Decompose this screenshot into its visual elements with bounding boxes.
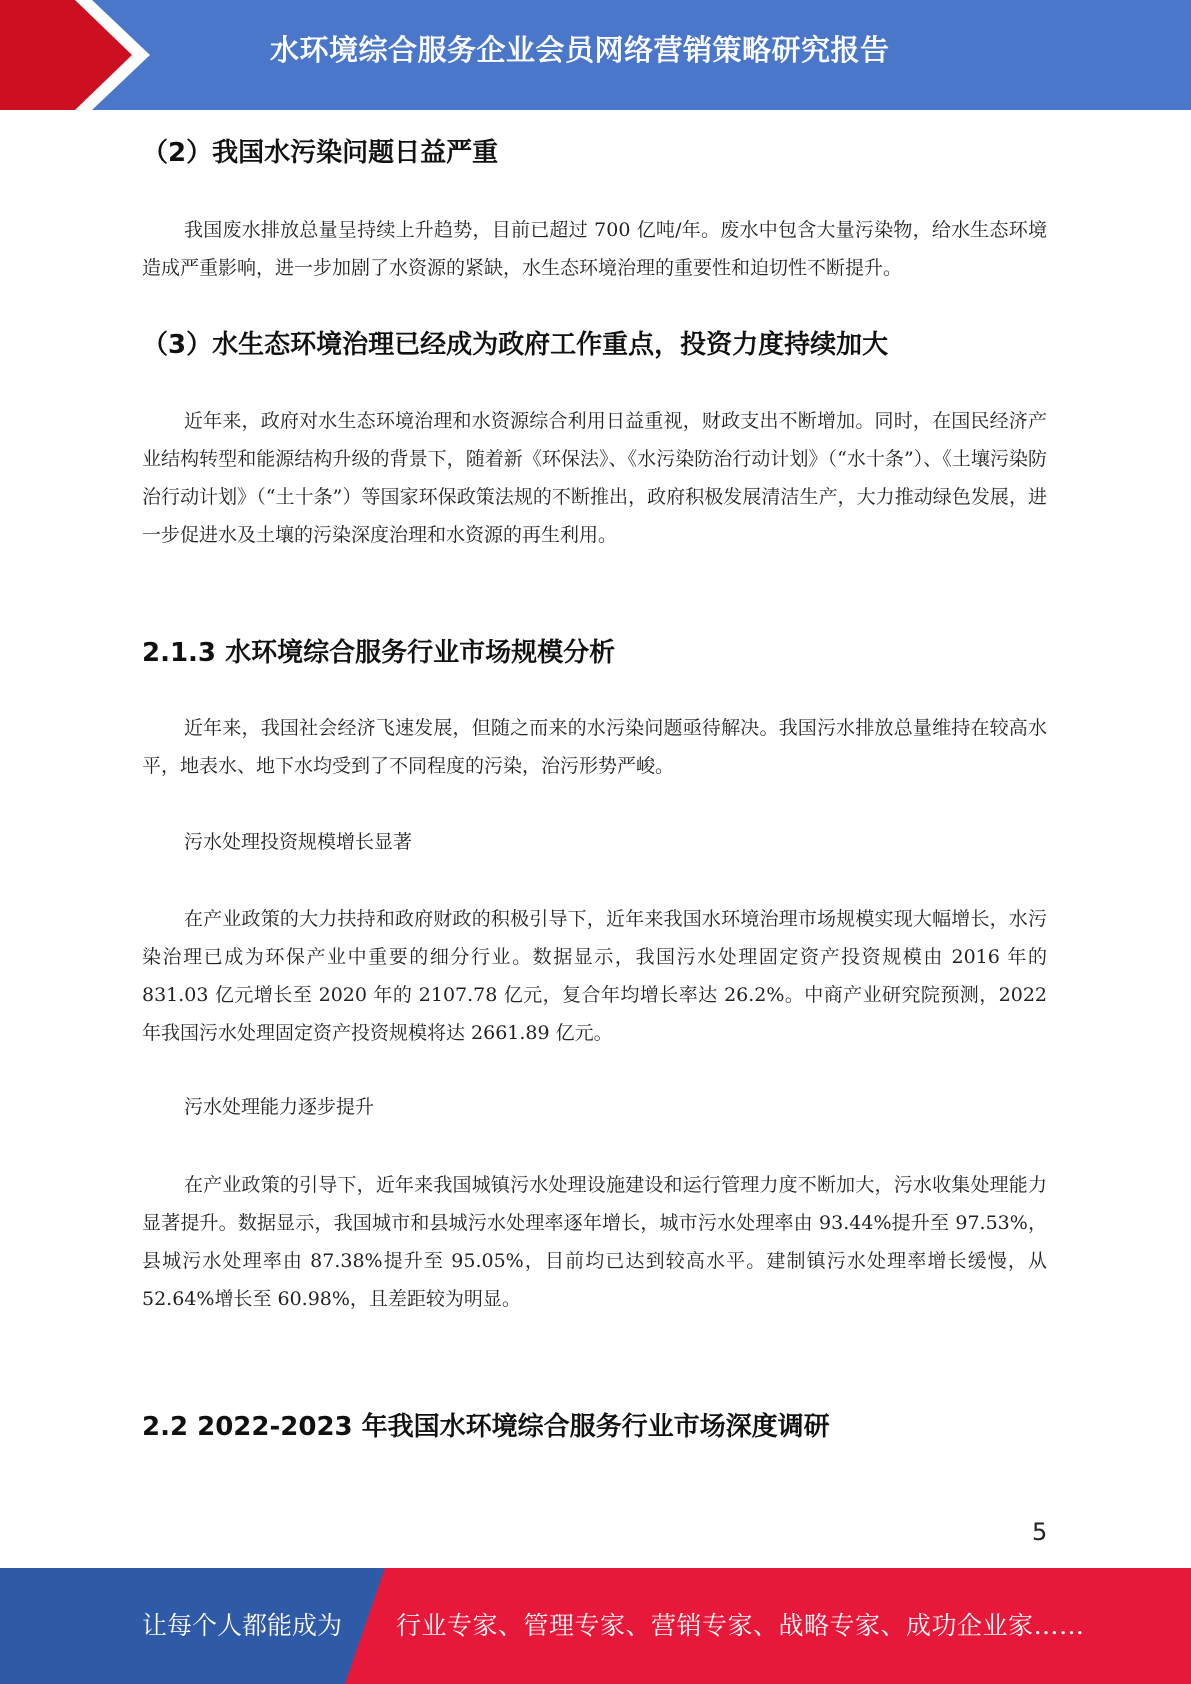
- label-capacity-improvement: 污水处理能力逐步提升: [184, 1096, 375, 1118]
- paragraph-treatment-capacity: 在产业政策的引导下，近年来我国城镇污水处理设施建设和运行管理力度不断加大，污水收集处理能力显著提升。数据显示，我国城市和县城污水处理率逐年增长，城市污水处理率由 93.44%提升至 97.53%，县城污水处理率由 87.38%提升至 95.05%，目前均已达到较高水平。建制镇污水处理率增长缓慢，从 52.64%增长至 60.98%，且差距较为明显。: [142, 1174, 1047, 1310]
- page-footer: [0, 1568, 1191, 1684]
- paragraph-government-policy: 近年来，政府对水生态环境治理和水资源综合利用日益重视，财政支出不断增加。同时，在国民经济产业结构转型和能源结构升级的背景下，随着新《环保法》、《水污染防治行动计划》（“水十条”）、《土壤污染防治行动计划》（“土十条”）等国家环保政策法规的不断推出，政府积极发展清洁生产，大力推动绿色发展，进一步促进水及土壤的污染深度治理和水资源的再生利用。: [142, 410, 1047, 546]
- label-investment-growth: 污水处理投资规模增长显著: [184, 831, 413, 853]
- page-number: 5: [1032, 1518, 1048, 1546]
- report-title: 水环境综合服务企业会员网络营销策略研究报告: [270, 33, 890, 67]
- footer-slogan-left: 让每个人都能成为: [142, 1611, 343, 1640]
- paragraph-investment-scale: 在产业政策的大力扶持和政府财政的积极引导下，近年来我国水环境治理市场规模实现大幅增长，水污染治理已成为环保产业中重要的细分行业。数据显示，我国污水处理固定资产投资规模由 2016 年的 831.03 亿元增长至 2020 年的 2107.78 亿元，复合年均增长率达 26.2%。中商产业研究院预测，2022 年我国污水处理固定资产投资规模将达 2661.89 亿元。: [142, 908, 1047, 1044]
- section-heading-2-2: 2.2 2022-2023 年我国水环境综合服务行业市场深度调研: [142, 1412, 830, 1442]
- subheading-water-pollution: （2）我国水污染问题日益严重: [142, 138, 499, 168]
- paragraph-market-overview: 近年来，我国社会经济飞速发展，但随之而来的水污染问题亟待解决。我国污水排放总量维持在较高水平，地表水、地下水均受到了不同程度的污染，治污形势严峻。: [142, 717, 1047, 777]
- paragraph-wastewater: 我国废水排放总量呈持续上升趋势，目前已超过 700 亿吨/年。废水中包含大量污染物，给水生态环境造成严重影响，进一步加剧了水资源的紧缺，水生态环境治理的重要性和迫切性不断提升。: [142, 219, 1047, 279]
- subheading-government-focus: （3）水生态环境治理已经成为政府工作重点，投资力度持续加大: [142, 330, 889, 360]
- section-heading-2-1-3: 2.1.3 水环境综合服务行业市场规模分析: [142, 638, 616, 668]
- page-header: [0, 0, 1191, 110]
- footer-slogan-right: 行业专家、管理专家、营销专家、战略专家、成功企业家……: [396, 1611, 1085, 1640]
